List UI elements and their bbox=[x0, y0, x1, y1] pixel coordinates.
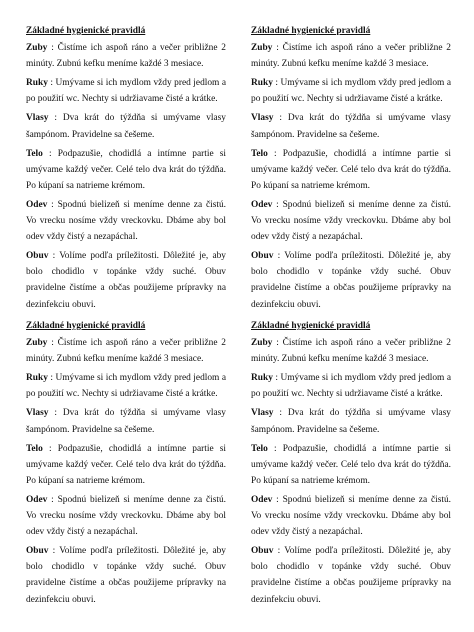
rule-text: : Čistíme ich aspoň ráno a večer približne 2 minúty. Zubnú kefku meníme každé 3 mesiace. bbox=[251, 43, 451, 70]
rule-term: Vlasy bbox=[26, 408, 49, 419]
rule-text: : Podpazušie, chodidlá a intímne partie si umývame každý večer. Celé telo dva krát do týždňa. Po kúpaní sa natrieme krémom. bbox=[251, 148, 451, 191]
block-title: Základné hygienické pravidlá bbox=[251, 26, 371, 36]
rule-term: Obuv bbox=[251, 546, 274, 557]
rule-body bbox=[251, 441, 451, 489]
rule-term: Telo bbox=[26, 443, 43, 454]
block-title: Základné hygienické pravidlá bbox=[26, 26, 146, 36]
rule-body bbox=[26, 146, 226, 194]
rule-text: : Spodnú bielizeň si meníme denne za čistú. Vo vrecku nosíme vždy vreckovku. Dbáme aby bol odev vždy čistý a nezapáchal. bbox=[251, 199, 451, 243]
rule-term: Zuby bbox=[251, 338, 273, 349]
rule-footwear bbox=[251, 248, 451, 312]
rule-term: Obuv bbox=[251, 251, 274, 262]
rule-term: Telo bbox=[251, 443, 268, 454]
hygiene-rules-block-bottom-right bbox=[251, 318, 451, 611]
rule-text: : Volíme podľa príležitosti. Dôležité je, aby bolo chodidlo v topánke vždy suché. Obuv pravidelne čistíme a občas použijeme prípravky na dezinfekciu obuvi. bbox=[26, 546, 226, 605]
rule-term: Odev bbox=[251, 199, 273, 210]
rule-hands bbox=[26, 370, 226, 402]
rule-text: : Volíme podľa príležitosti. Dôležité je, aby bolo chodidlo v topánke vždy suché. Obuv pravidelne čistíme a občas použijeme prípravky na dezinfekciu obuvi. bbox=[251, 546, 451, 605]
rule-teeth bbox=[26, 40, 226, 72]
rule-term: Ruky bbox=[26, 78, 48, 89]
rule-text: : Podpazušie, chodidlá a intímne partie si umývame každý večer. Celé telo dva krát do týždňa. Po kúpaní sa natrieme krémom. bbox=[251, 443, 451, 486]
block-title: Základné hygienické pravidlá bbox=[26, 321, 146, 331]
rule-term: Ruky bbox=[26, 373, 48, 384]
rule-term: Obuv bbox=[26, 546, 49, 557]
rule-text: : Volíme podľa príležitosti. Dôležité je, aby bolo chodidlo v topánke vždy suché. Obuv pravidelne čistíme a občas použijeme prípravky na dezinfekciu obuvi. bbox=[251, 251, 451, 310]
rule-text: : Volíme podľa príležitosti. Dôležité je, aby bolo chodidlo v topánke vždy suché. Obuv pravidelne čistíme a občas použijeme prípravky na dezinfekciu obuvi. bbox=[26, 251, 226, 310]
hygiene-rules-block-top-left bbox=[26, 23, 226, 316]
rule-hair bbox=[26, 110, 226, 142]
rule-text: : Spodnú bielizeň si meníme denne za čistú. Vo vrecku nosíme vždy vreckovku. Dbáme aby bol odev vždy čistý a nezapáchal. bbox=[26, 199, 226, 243]
rule-hair bbox=[251, 110, 451, 142]
rule-text: : Umývame si ich mydlom vždy pred jedlom a po použití wc. Nechty si udržiavame čisté a krátke. bbox=[251, 78, 451, 105]
rule-clothing bbox=[26, 492, 226, 540]
rule-term: Telo bbox=[251, 148, 268, 159]
rule-term: Vlasy bbox=[251, 113, 274, 124]
rule-clothing bbox=[251, 492, 451, 540]
rule-hair bbox=[251, 405, 451, 437]
rule-term: Zuby bbox=[26, 43, 48, 54]
rule-teeth bbox=[251, 335, 451, 367]
rule-clothing bbox=[251, 197, 451, 245]
rule-text: : Dva krát do týždňa si umývame vlasy šampónom. Pravidelne sa češeme. bbox=[251, 408, 451, 435]
rule-term: Ruky bbox=[251, 373, 273, 384]
rule-footwear bbox=[251, 543, 451, 607]
hygiene-rules-block-top-right bbox=[251, 23, 451, 316]
rule-term: Odev bbox=[26, 199, 48, 210]
rule-footwear bbox=[26, 543, 226, 607]
rule-teeth bbox=[251, 40, 451, 72]
rule-term: Odev bbox=[26, 494, 48, 505]
rule-text: : Dva krát do týždňa si umývame vlasy šampónom. Pravidelne sa češeme. bbox=[251, 113, 451, 140]
rule-clothing bbox=[26, 197, 226, 245]
rule-text: : Spodnú bielizeň si meníme denne za čistú. Vo vrecku nosíme vždy vreckovku. Dbáme aby bol odev vždy čistý a nezapáchal. bbox=[26, 494, 226, 538]
rule-term: Zuby bbox=[26, 338, 48, 349]
rule-term: Obuv bbox=[26, 251, 49, 262]
rule-hands bbox=[251, 75, 451, 107]
rule-text: : Dva krát do týždňa si umývame vlasy šampónom. Pravidelne sa češeme. bbox=[26, 113, 226, 140]
rule-text: : Podpazušie, chodidlá a intímne partie si umývame každý večer. Celé telo dva krát do týždňa. Po kúpaní sa natrieme krémom. bbox=[26, 148, 226, 191]
rule-term: Vlasy bbox=[26, 113, 49, 124]
rule-term: Vlasy bbox=[251, 408, 274, 419]
rule-hands bbox=[251, 370, 451, 402]
hygiene-rules-block-bottom-left bbox=[26, 318, 226, 611]
rule-text: : Spodnú bielizeň si meníme denne za čistú. Vo vrecku nosíme vždy vreckovku. Dbáme aby bol odev vždy čistý a nezapáchal. bbox=[251, 494, 451, 538]
rule-term: Telo bbox=[26, 148, 43, 159]
rule-term: Odev bbox=[251, 494, 273, 505]
rule-teeth bbox=[26, 335, 226, 367]
rule-text: : Čistíme ich aspoň ráno a večer približne 2 minúty. Zubnú kefku meníme každé 3 mesiace. bbox=[26, 43, 226, 70]
rule-footwear bbox=[26, 248, 226, 312]
rule-text: : Umývame si ich mydlom vždy pred jedlom a po použití wc. Nechty si udržiavame čisté a krátke. bbox=[26, 78, 226, 105]
rule-text: : Dva krát do týždňa si umývame vlasy šampónom. Pravidelne sa češeme. bbox=[26, 408, 226, 435]
rule-hands bbox=[26, 75, 226, 107]
rule-text: : Umývame si ich mydlom vždy pred jedlom a po použití wc. Nechty si udržiavame čisté a krátke. bbox=[26, 373, 226, 400]
block-title: Základné hygienické pravidlá bbox=[251, 321, 371, 331]
rule-text: : Čistíme ich aspoň ráno a večer približne 2 minúty. Zubnú kefku meníme každé 3 mesiace. bbox=[251, 338, 451, 365]
rule-hair bbox=[26, 405, 226, 437]
rule-text: : Umývame si ich mydlom vždy pred jedlom a po použití wc. Nechty si udržiavame čisté a krátke. bbox=[251, 373, 451, 400]
rule-term: Ruky bbox=[251, 78, 273, 89]
rule-body bbox=[26, 441, 226, 489]
rule-term: Zuby bbox=[251, 43, 273, 54]
rule-body bbox=[251, 146, 451, 194]
rule-text: : Čistíme ich aspoň ráno a večer približne 2 minúty. Zubnú kefku meníme každé 3 mesiace. bbox=[26, 338, 226, 365]
rule-text: : Podpazušie, chodidlá a intímne partie si umývame každý večer. Celé telo dva krát do týždňa. Po kúpaní sa natrieme krémom. bbox=[26, 443, 226, 486]
